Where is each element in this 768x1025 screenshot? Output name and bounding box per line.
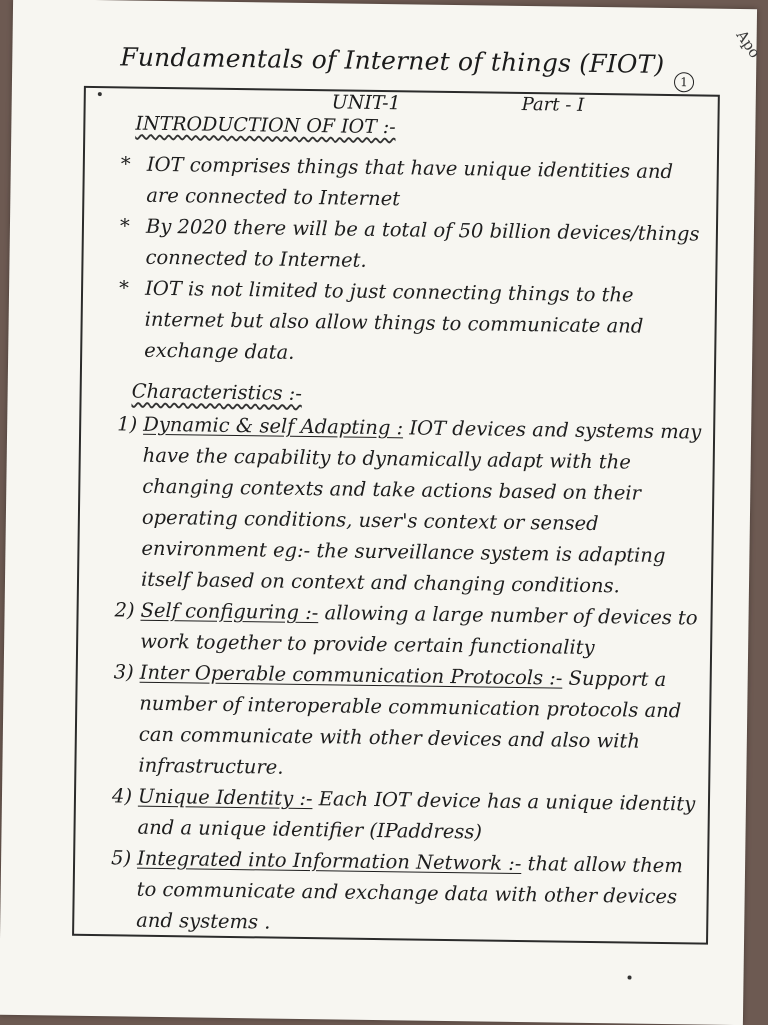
- characteristic-item: [112, 656, 704, 788]
- item-number: 2): [114, 598, 135, 622]
- characteristic-label: Unique Identity :-: [137, 784, 313, 811]
- intro-point-text: IOT comprises things that have unique identities and are connected to Internet: [146, 152, 674, 211]
- characteristics-heading: Characteristics :-: [131, 379, 303, 405]
- item-number: 4): [111, 784, 133, 808]
- characteristic-content: [140, 595, 705, 665]
- item-number: 3): [113, 660, 134, 684]
- characteristic-item: [110, 842, 701, 943]
- characteristic-label: Dynamic & self Adapting :: [143, 412, 404, 440]
- ink-dot: [627, 976, 631, 980]
- characteristic-item: [111, 780, 702, 850]
- characteristic-text: that allow them to communicate and exchange data with other devices and systems .: [136, 852, 683, 934]
- characteristic-content: [136, 843, 701, 944]
- unit-label: UNIT-1: [331, 91, 401, 115]
- intro-point: [118, 272, 709, 373]
- characteristic-label: Integrated into Information Network :-: [136, 846, 522, 876]
- asterisk-icon: *: [120, 152, 131, 176]
- characteristic-text: IOT devices and systems may have the capability to dynamically adapt with the changing contexts and take actions based on their operating conditions, user's context or sensed environment eg:- the surveillance system is adapting itself based on context and changing conditions.: [140, 416, 702, 598]
- intro-point: [120, 148, 711, 218]
- characteristic-text: Support a number of interoperable communication protocols and can communicate with other devices and also with infrastructure.: [138, 666, 682, 779]
- characteristic-content: [141, 409, 708, 603]
- characteristic-label: Self configuring :-: [140, 598, 319, 625]
- characteristic-item: [115, 408, 708, 602]
- page-title: Fundamentals of Internet of things (FIOT): [120, 42, 665, 79]
- section-heading: INTRODUCTION OF IOT :-: [135, 112, 396, 139]
- page-number: 1: [674, 72, 694, 92]
- item-number: 5): [110, 846, 132, 870]
- intro-point-text: By 2020 there will be a total of 50 billion devices/things connected to Internet.: [145, 214, 700, 272]
- ink-dot: [98, 92, 102, 96]
- characteristic-text: Each IOT device has a unique identity and a unique identifier (IPaddress): [137, 787, 696, 844]
- intro-point-text: IOT is not limited to just connecting things to the internet but also allow things to communicate and exchange data.: [144, 276, 644, 364]
- corner-note: Apo: [732, 26, 764, 62]
- part-label: Part - I: [521, 93, 585, 116]
- notes-body: [110, 148, 711, 943]
- characteristic-content: [138, 657, 704, 789]
- asterisk-icon: *: [119, 214, 130, 238]
- characteristic-label: Inter Operable communication Protocols :-: [139, 660, 563, 690]
- asterisk-icon: *: [118, 276, 130, 300]
- item-number: 1): [117, 412, 138, 436]
- characteristic-text: allowing a large number of devices to work together to provide certain functionality: [140, 601, 698, 660]
- characteristic-content: [137, 781, 702, 851]
- characteristic-item: [114, 594, 705, 664]
- intro-point: [119, 210, 710, 280]
